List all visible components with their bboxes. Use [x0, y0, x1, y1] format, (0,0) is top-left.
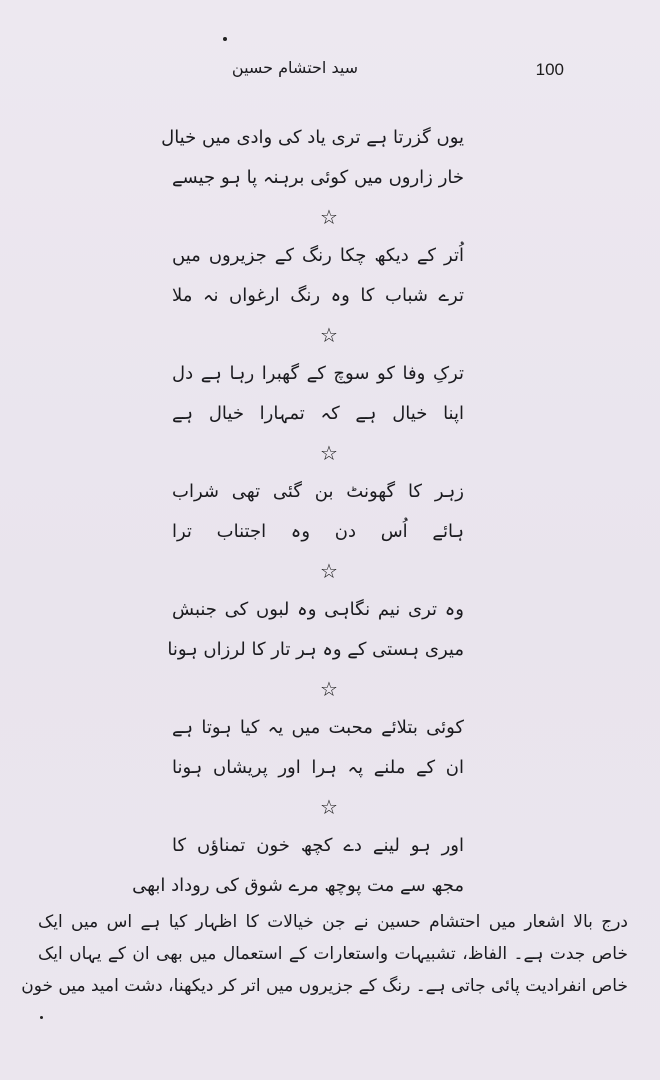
prose-line: خاص جدت ہے۔ الفاظ، تشبیہات واستعارات کے استعمال میں بھی ان کے یہاں ایک [38, 944, 628, 964]
prose-line: خاص انفرادیت پائی جاتی ہے۔ رنگ کے جزیروں میں اتر کر دیکھنا، دشت امید میں خون [21, 976, 628, 996]
star-icon: ☆ [320, 677, 338, 701]
verse-line: زہر کا گھونٹ بن گئی تھی شراب [172, 481, 464, 502]
verse-line: ترکِ وفا کو سوچ کے گھبرا رہا ہے دل [172, 363, 464, 384]
couplet [167, 590, 464, 670]
couplet [172, 236, 464, 316]
prose-line: درج بالا اشعار میں احتشام حسین نے جن خیالات کا اظہار کیا ہے اس میں ایک [38, 912, 628, 932]
verse-line: ترے شباب کا وہ رنگ ارغواں نہ ملا [172, 285, 464, 306]
couplet [172, 354, 464, 434]
verse-line: خار زاروں میں کوئی برہنہ پا ہو جیسے [172, 167, 464, 188]
verse-line: کوئی بتلائے محبت میں یہ کیا ہوتا ہے [172, 717, 464, 738]
star-icon: ☆ [320, 323, 338, 347]
star-icon: ☆ [320, 795, 338, 819]
poem-block [132, 118, 464, 906]
verse-line: ہائے اُس دن وہ اجتناب ترا [172, 521, 464, 542]
couplet [172, 708, 464, 788]
couplet [161, 118, 464, 198]
running-head: سید احتشام حسین [231, 58, 359, 77]
verse-line: یوں گزرتا ہے تری یاد کی وادی میں خیال [161, 127, 464, 148]
prose-paragraph [21, 906, 628, 1002]
star-icon: ☆ [320, 559, 338, 583]
verse-line: وہ تری نیم نگاہی وہ لبوں کی جنبش [172, 599, 464, 620]
verse-line: اپنا خیال ہے کہ تمہارا خیال ہے [172, 403, 464, 424]
verse-line: میری ہستی کے وہ ہر تار کا لرزاں ہونا [167, 639, 464, 660]
verse-line: ان کے ملنے پہ ہرا اور پریشاں ہونا [172, 757, 464, 778]
couplet [172, 472, 464, 552]
page-header [0, 58, 660, 88]
verse-line: مجھ سے مت پوچھ مرے شوق کی روداد ابھی [132, 875, 464, 896]
ink-dot-bottom [40, 1016, 43, 1019]
ink-dot-top [223, 37, 227, 41]
star-icon: ☆ [320, 441, 338, 465]
star-icon: ☆ [320, 205, 338, 229]
verse-line: اُتر کے دیکھ چکا رنگ کے جزیروں میں [172, 245, 464, 266]
couplet [132, 826, 464, 906]
page-number: 100 [535, 60, 564, 79]
verse-line: اور ہو لینے دے کچھ خون تمناؤں کا [172, 835, 464, 856]
